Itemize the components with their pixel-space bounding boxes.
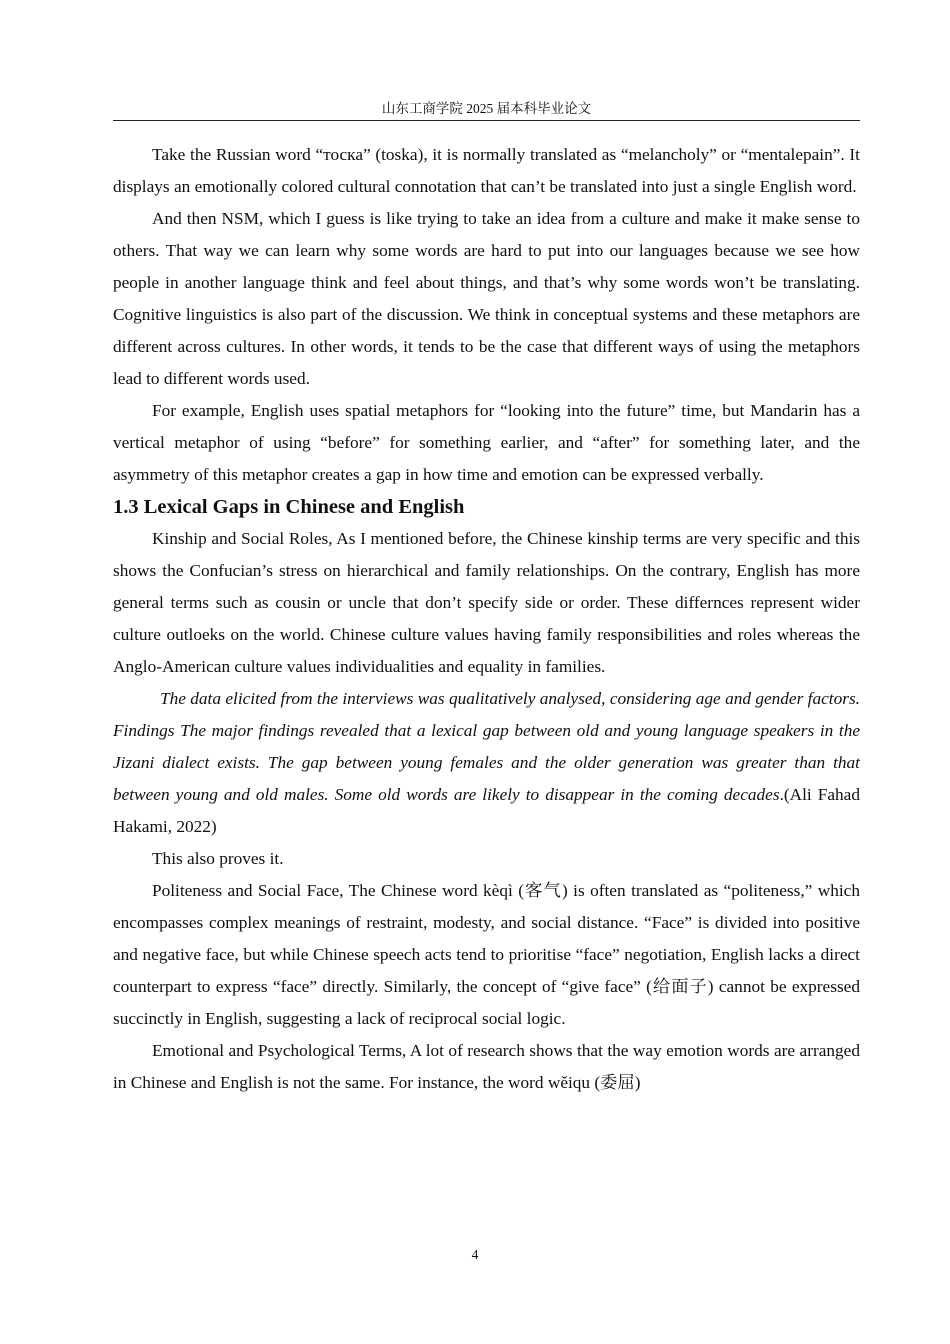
section-heading: 1.3 Lexical Gaps in Chinese and English [113,496,465,518]
quote-text: The data elicited from the interviews was qualitatively analysed, considering age and gender factors. Findings The major findings revealed that a lexical gap between old and young language speakers in the Jizani dialect exists. The gap between young females and the older generation was greater than that between young and old males. Some old words are likely to disappear in the coming decades [113,689,860,804]
body-paragraph: This also proves it. [152,849,284,868]
body-paragraph: Take the Russian word “тоска” (toska), it is normally translated as “melancholy” or “mentalepain”. It displays an emotionally colored cultural connotation that can’t be translated into just a single English word. [113,145,860,196]
body-paragraph: For example, English uses spatial metaphors for “looking into the future” time, but Mandarin has a vertical metaphor of using “before” for something earlier, and “after” for something later, and the asymmetry of this metaphor creates a gap in how time and emotion can be expressed verbally. [113,401,860,484]
header-divider [113,120,860,121]
body-paragraph: Kinship and Social Roles, As I mentioned before, the Chinese kinship terms are very specific and this shows the Confucian’s stress on hierarchical and family relationships. On the contrary, English has more general terms such as cousin or uncle that don’t specify side or order. These differnces represent wider culture outloeks on the world. Chinese culture values having family responsibilities and roles whereas the Anglo-American culture values individualities and equality in families. [113,529,860,676]
page-body [113,139,860,1099]
quote-citation: .(Ali Fahad Hakami, 2022) [113,785,860,836]
page-number: 4 [471,1247,479,1262]
body-paragraph: Emotional and Psychological Terms, A lot of research shows that the way emotion words are arranged in Chinese and English is not the same. For instance, the word wěiqu (委屈) [113,1041,860,1092]
running-header: 山东工商学院 2025 届本科毕业论文 [381,101,592,116]
block-quote [113,683,860,843]
body-paragraph: Politeness and Social Face, The Chinese word kèqì (客气) is often translated as “politeness,” which encompasses complex meanings of restraint, modesty, and social distance. “Face” is divided into positive and negative face, but while Chinese speech acts tend to prioritise “face” negotiation, English lacks a direct counterpart to express “face” directly. Similarly, the concept of “give face” (给面子) cannot be expressed succinctly in English, suggesting a lack of reciprocal social logic. [113,881,860,1028]
body-paragraph: And then NSM, which I guess is like trying to take an idea from a culture and make it make sense to others. That way we can learn why some words are hard to put into our languages because we see how people in another language think and feel about things, and that’s why some words won’t be translating. Cognitive linguistics is also part of the discussion. We think in conceptual systems and these metaphors are different across cultures. In other words, it tends to be the case that different ways of using the metaphors lead to different words used. [113,209,860,388]
